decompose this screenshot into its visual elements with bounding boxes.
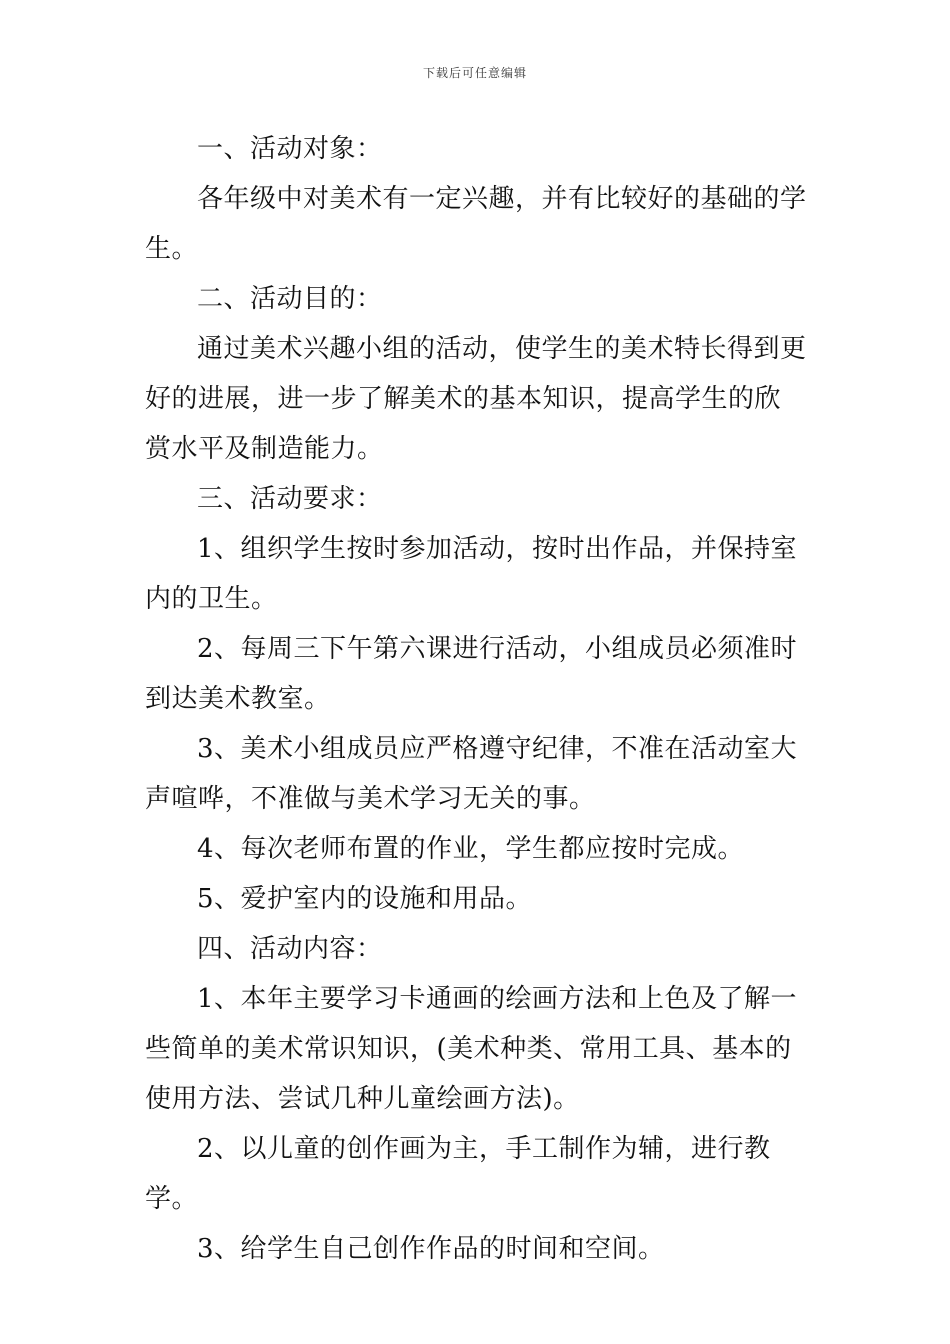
- section-heading-targets: 一、活动对象：: [197, 134, 383, 164]
- paragraph-targets: 各年级中对美术有一定兴趣，并有比较好的基础的学生。: [145, 184, 807, 264]
- document-body: [145, 124, 807, 1274]
- section-heading-requirements: 三、活动要求：: [197, 484, 383, 514]
- section-heading-goals: 二、活动目的：: [197, 284, 383, 314]
- section-heading-content: 四、活动内容：: [197, 934, 383, 964]
- page-header-note: 下载后可任意编辑: [422, 66, 527, 80]
- requirement-item-3: 3、美术小组成员应严格遵守纪律，不准在活动室大声喧哗，不准做与美术学习无关的事。: [145, 734, 798, 814]
- paragraph-goals: 通过美术兴趣小组的活动，使学生的美术特长得到更好的进展，进一步了解美术的基本知识，提高学生的欣赏水平及制造能力。: [145, 334, 807, 464]
- content-item-1: 1、本年主要学习卡通画的绘画方法和上色及了解一些简单的美术常识知识，(美术种类、常用工具、基本的使用方法、尝试几种儿童绘画方法)。: [145, 984, 798, 1114]
- requirement-item-5: 5、爱护室内的设施和用品。: [197, 884, 533, 914]
- content-item-3: 3、给学生自己创作作品的时间和空间。: [197, 1234, 665, 1264]
- requirement-item-1: 1、组织学生按时参加活动，按时出作品，并保持室内的卫生。: [145, 534, 798, 614]
- requirement-item-4: 4、每次老师布置的作业，学生都应按时完成。: [197, 834, 745, 864]
- content-item-2: 2、以儿童的创作画为主，手工制作为辅，进行教学。: [145, 1134, 771, 1214]
- requirement-item-2: 2、每周三下午第六课进行活动，小组成员必须准时到达美术教室。: [145, 634, 798, 714]
